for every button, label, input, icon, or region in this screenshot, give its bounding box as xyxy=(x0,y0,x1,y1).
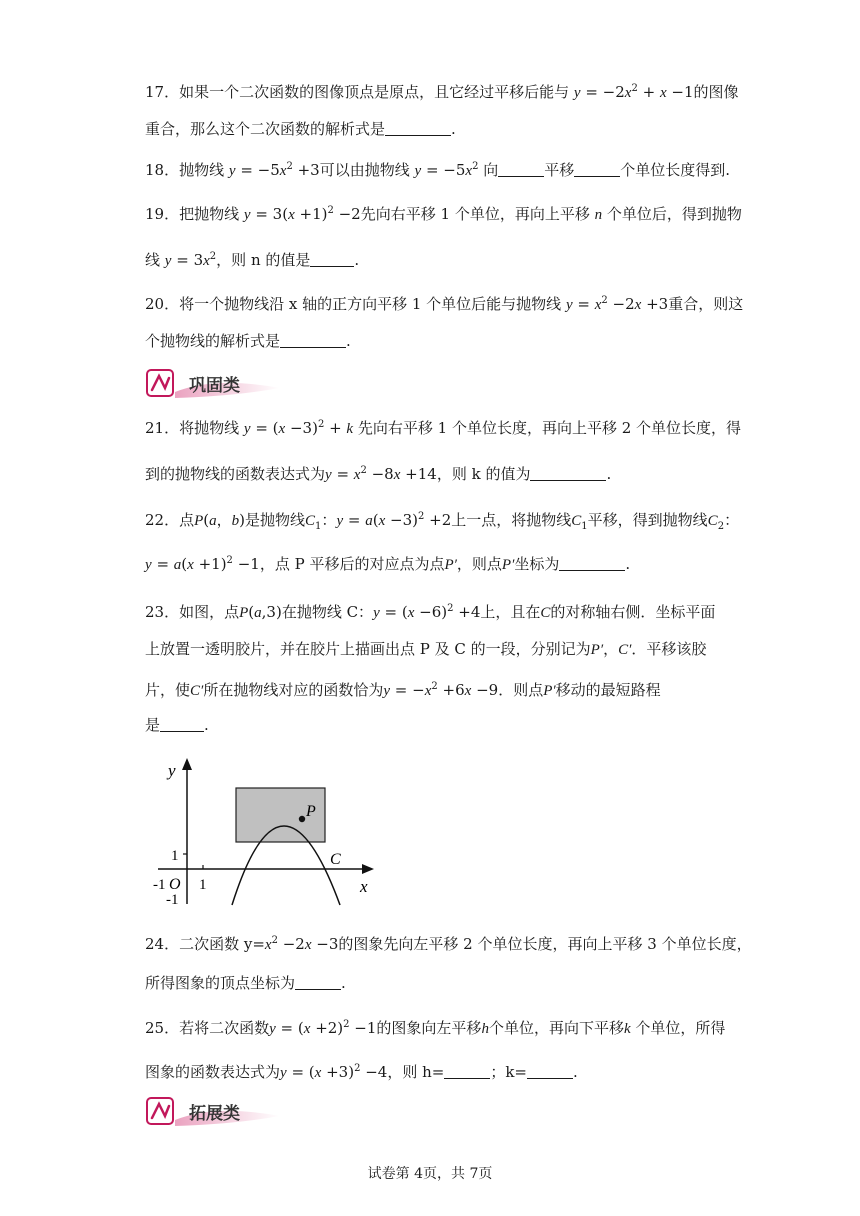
q25-k-blank[interactable] xyxy=(527,1063,573,1079)
section-title: 巩固类 xyxy=(189,376,240,396)
page-footer: 试卷第 4页，共 7页 xyxy=(367,1166,493,1182)
q23-answer-blank[interactable] xyxy=(160,716,204,732)
q22-line2: $y = a(x +1)^2 -1$，点 P 平移后的对应点为点P′，则点P′坐标为 . xyxy=(145,555,631,573)
section-title: 拓展类 xyxy=(189,1104,240,1124)
q18-units-blank[interactable] xyxy=(574,161,620,177)
q17-line2: 重合，那么这个二次函数的解析式是 . xyxy=(145,120,456,138)
q25-h-blank[interactable] xyxy=(444,1063,490,1079)
q25-line2: 图象的函数表达式为$y = (x +3)^2 -4$，则 h= ；k= . xyxy=(145,1063,578,1081)
section-header-extension xyxy=(145,1094,285,1128)
point-p-marker xyxy=(299,816,305,822)
q19-answer-blank[interactable] xyxy=(310,251,354,267)
q23-line3: 片，使C′所在抛物线对应的函数恰为$y = -x^2 +6x -9$．则点P′移动的最短路程 xyxy=(145,681,661,699)
y-axis-arrow-icon xyxy=(182,758,192,770)
q21-answer-blank[interactable] xyxy=(530,465,606,481)
q21-line1: 21．将抛物线 $y = (x -3)^2 + k$ 先向右平移 1 个单位长度，再向上平移 2 个单位长度，得 xyxy=(145,419,742,437)
q21-line2: 到的抛物线的函数表达式为$y = x^2 -8x +14$，则 k 的值为 . xyxy=(145,465,612,483)
q17-line1: 17．如果一个二次函数的图像顶点是原点，且它经过平移后能与 $y = -2x^2 + x -1$的图像 xyxy=(145,83,739,101)
q20-line2: 个抛物线的解析式是 . xyxy=(145,332,351,350)
q24-line1: 24．二次函数 $y=x^2 -2x -3$的图象先向左平移 2 个单位长度，再向上平移 3 个单位长度， xyxy=(145,935,752,953)
q23-figure xyxy=(150,752,380,912)
q24-answer-blank[interactable] xyxy=(295,974,341,990)
y-axis-label: y xyxy=(168,761,176,780)
x-axis-label: x xyxy=(360,877,368,896)
q17-answer-blank[interactable] xyxy=(385,120,451,136)
q23-line2: 上放置一透明胶片，并在胶片上描画出点 P 及 C 的一段，分别记为P′，C′．平移该胶 xyxy=(145,640,707,658)
q25-line1: 25．若将二次函数$y = (x +2)^2 -1$的图象向左平移h个单位，再向下平移k 个单位，所得 xyxy=(145,1019,726,1037)
q19-line2: 线 $y = 3x^2$，则 n 的值是 . xyxy=(145,251,360,269)
q22-answer-blank[interactable] xyxy=(559,555,625,571)
q17-number: 17． xyxy=(145,83,180,101)
y-tick-1: 1 xyxy=(171,848,179,864)
q20-answer-blank[interactable] xyxy=(280,332,346,348)
section-header-consolidation xyxy=(145,366,285,400)
q18-direction-blank[interactable] xyxy=(498,161,544,177)
q18-line1: 18．抛物线 $y = -5x^2 +3$可以由抛物线 $y = -5x^2$ 向 平移 个单位长度得到. xyxy=(145,161,731,179)
q23-line4: 是 . xyxy=(145,716,209,734)
x-tick-neg1: -1 xyxy=(153,877,166,893)
curve-c-label: C xyxy=(330,851,341,868)
y-tick-neg1: -1 xyxy=(166,892,179,908)
point-p-label: P xyxy=(306,803,316,820)
q23-line1: 23．如图，点P(a,3)在抛物线 C：$y = (x -6)^2 +4$上，且在C的对称轴右侧．坐标平面 xyxy=(145,603,716,621)
x-tick-1: 1 xyxy=(199,877,207,893)
q20-line1: 20．将一个抛物线沿 x 轴的正方向平移 1 个单位后能与抛物线 $y = x^2 -2x +3$重合，则这 xyxy=(145,295,744,313)
origin-label: O xyxy=(169,876,181,893)
q19-line1: 19．把抛物线 $y = 3(x +1)^2 -2$先向右平移 1 个单位，再向上平移 n 个单位后，得到抛物 xyxy=(145,205,742,223)
x-axis-arrow-icon xyxy=(362,864,374,874)
q22-line1: 22．点P(a，b)是抛物线$C_1$：$y = a(x -3)^2 +2$上一点，将抛物线$C_1$平移，得到抛物线$C_2$： xyxy=(145,511,740,532)
q24-line2: 所得图象的顶点坐标为 . xyxy=(145,974,346,992)
